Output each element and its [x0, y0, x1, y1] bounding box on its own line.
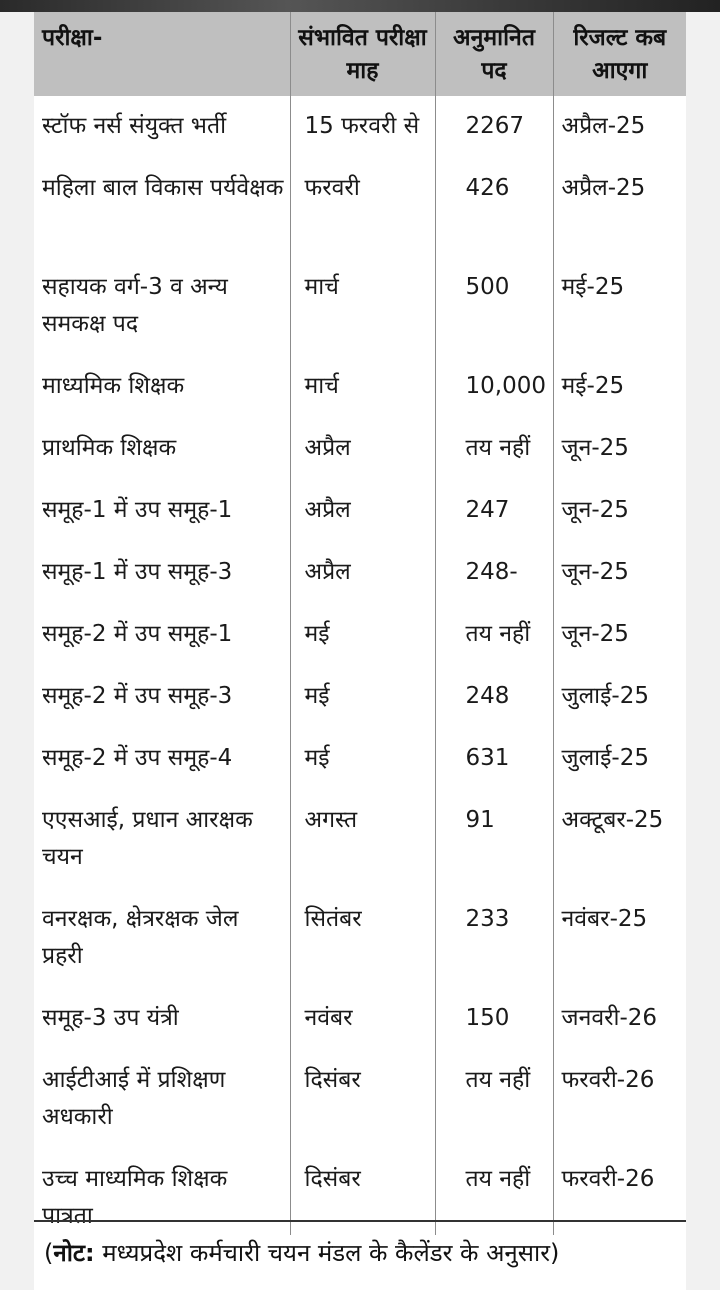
cell-exam: उच्च माध्यमिक शिक्षक पात्रता	[34, 1149, 290, 1235]
cell-exam: स्टॉफ नर्स संयुक्त भर्ती	[34, 96, 290, 158]
cell-result: जून-25	[561, 497, 629, 523]
cell-posts: तय नहीं	[435, 604, 553, 666]
cell-result: जनवरी-26	[561, 1005, 658, 1031]
cell-exam: एएसआई, प्रधान आरक्षक चयन	[34, 790, 290, 889]
cell-result: फरवरी-26	[561, 1067, 655, 1093]
exam-schedule-table	[34, 12, 686, 1235]
cell-exam: समूह-2 में उप समूह-3	[34, 666, 290, 728]
cell-exam: समूह-1 में उप समूह-3	[34, 542, 290, 604]
cell-month: नवंबर	[290, 988, 435, 1050]
cell-exam: आईटीआई में प्रशिक्षण अधकारी	[34, 1050, 290, 1149]
cell-posts: तय नहीं	[435, 418, 553, 480]
header-exam-month: संभावित परीक्षा माह	[290, 12, 435, 96]
cell-posts: 2267	[435, 96, 553, 158]
cell-exam: महिला बाल विकास पर्यवेक्षक	[34, 158, 290, 257]
table-row	[34, 542, 686, 604]
cell-result: अप्रैल-25	[561, 175, 646, 201]
table-row	[34, 257, 686, 356]
table-row	[34, 356, 686, 418]
cell-posts: 426	[435, 158, 553, 257]
cell-exam: वनरक्षक, क्षेत्ररक्षक जेल प्रहरी	[34, 889, 290, 988]
table-row	[34, 480, 686, 542]
cell-posts: 248-	[435, 542, 553, 604]
cell-result: जून-25	[561, 435, 629, 461]
cell-result: अप्रैल-25	[561, 113, 646, 139]
calendar-note	[34, 1220, 686, 1290]
cell-exam: समूह-1 में उप समूह-1	[34, 480, 290, 542]
cell-result: फरवरी-26	[561, 1166, 655, 1192]
cell-exam: प्राथमिक शिक्षक	[34, 418, 290, 480]
cell-exam: समूह-2 में उप समूह-1	[34, 604, 290, 666]
cell-result: जुलाई-25	[561, 745, 649, 771]
cell-exam: माध्यमिक शिक्षक	[34, 356, 290, 418]
cell-posts: तय नहीं	[435, 1149, 553, 1235]
cell-month: 15 फरवरी से	[290, 96, 435, 158]
cell-month: मार्च	[290, 257, 435, 356]
note-label: नोट:	[53, 1239, 95, 1267]
cell-posts: तय नहीं	[435, 1050, 553, 1149]
cell-posts: 10,000	[435, 356, 553, 418]
table-row	[34, 889, 686, 988]
cell-month: अप्रैल	[290, 480, 435, 542]
table-row	[34, 96, 686, 158]
table-header-row	[34, 12, 686, 96]
table-row	[34, 988, 686, 1050]
header-result: रिजल्ट कब आएगा	[573, 25, 667, 84]
cell-exam: सहायक वर्ग-3 व अन्य समकक्ष पद	[34, 257, 290, 356]
cell-month: मई	[290, 666, 435, 728]
cell-month: मार्च	[290, 356, 435, 418]
table-row	[34, 666, 686, 728]
table-row	[34, 158, 686, 257]
cell-posts: 248	[435, 666, 553, 728]
exam-schedule-sheet	[34, 12, 686, 1290]
cell-month: मई	[290, 604, 435, 666]
cell-result: जून-25	[561, 621, 629, 647]
cell-result: नवंबर-25	[561, 906, 648, 932]
cell-exam: समूह-3 उप यंत्री	[34, 988, 290, 1050]
cell-month: दिसंबर	[290, 1050, 435, 1149]
cell-posts: 500	[435, 257, 553, 356]
note-text: मध्यप्रदेश कर्मचारी चयन मंडल के कैलेंडर के अनुसार)	[94, 1239, 560, 1267]
cell-result: जून-25	[561, 559, 629, 585]
cell-month: अप्रैल	[290, 418, 435, 480]
table-row	[34, 604, 686, 666]
cell-exam: समूह-2 में उप समूह-4	[34, 728, 290, 790]
cell-month: दिसंबर	[290, 1149, 435, 1235]
cell-month: अगस्त	[290, 790, 435, 889]
table-row	[34, 418, 686, 480]
cell-result: मई-25	[561, 373, 625, 399]
table-row	[34, 728, 686, 790]
cell-result: अक्टूबर-25	[561, 807, 664, 833]
top-photo-strip	[0, 0, 720, 12]
table-row	[34, 790, 686, 889]
header-exam: परीक्षा-	[34, 12, 290, 96]
cell-month: अप्रैल	[290, 542, 435, 604]
table-row	[34, 1050, 686, 1149]
note-open-paren: (	[44, 1239, 54, 1267]
cell-posts: 247	[435, 480, 553, 542]
cell-month: फरवरी	[290, 158, 435, 257]
cell-result: मई-25	[561, 274, 625, 300]
cell-posts: 150	[435, 988, 553, 1050]
header-posts: अनुमानित पद	[435, 12, 553, 96]
cell-posts: 631	[435, 728, 553, 790]
cell-result: जुलाई-25	[561, 683, 649, 709]
cell-month: मई	[290, 728, 435, 790]
cell-posts: 91	[435, 790, 553, 889]
cell-month: सितंबर	[290, 889, 435, 988]
cell-posts: 233	[435, 889, 553, 988]
